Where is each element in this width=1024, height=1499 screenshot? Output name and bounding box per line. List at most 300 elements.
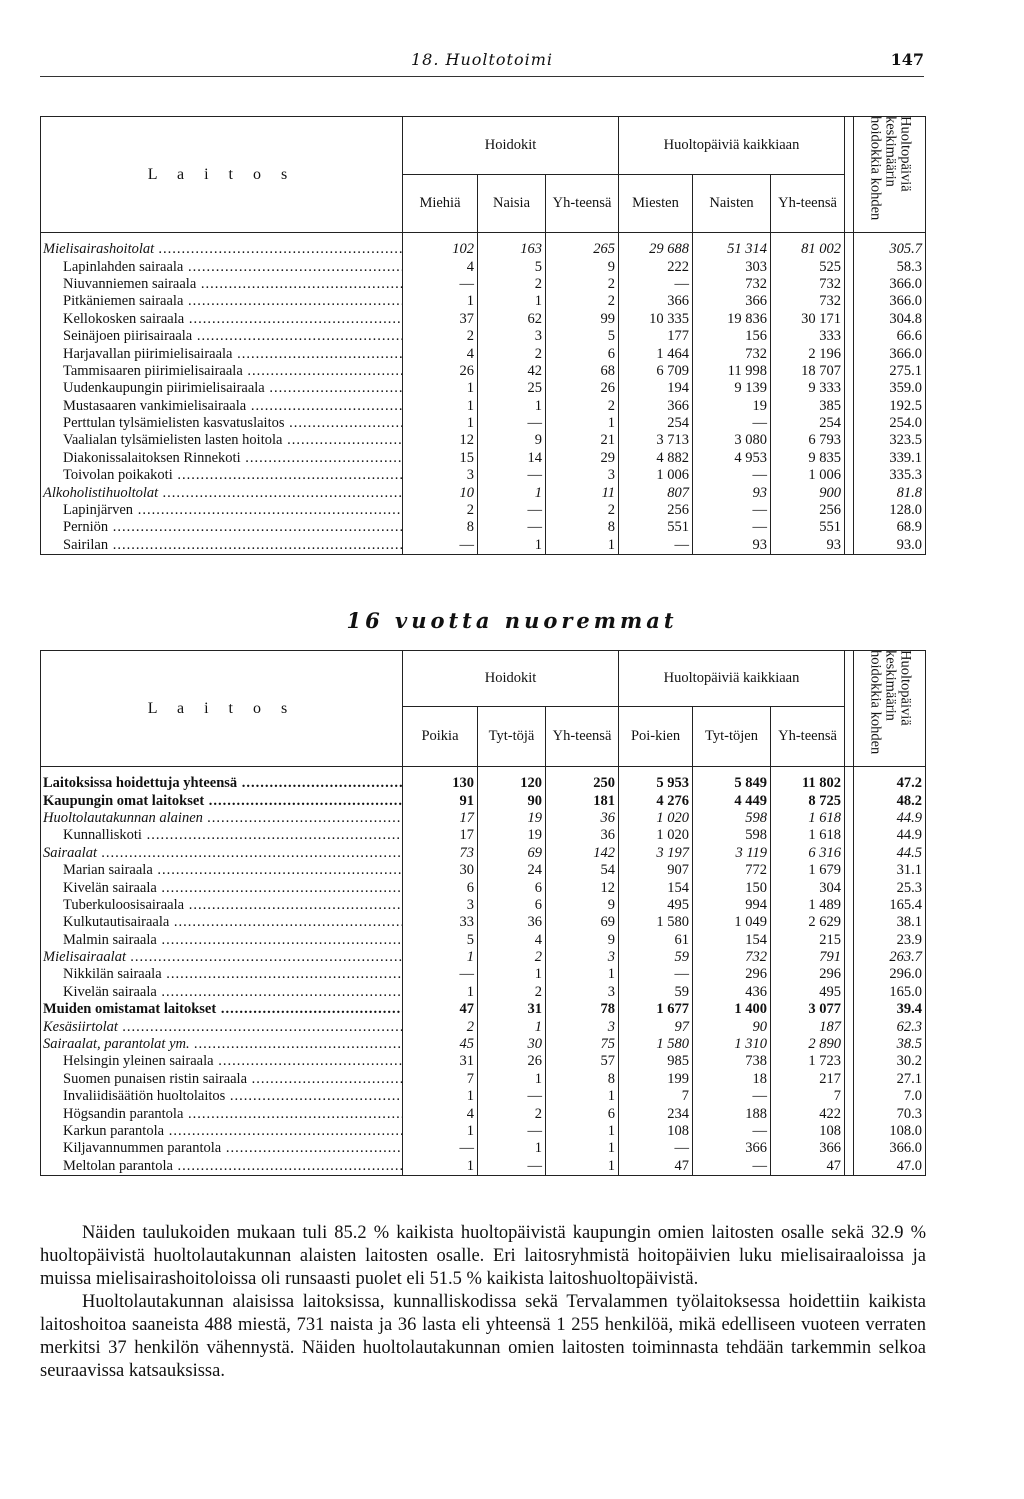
row-label: Seinäjoen piirisairaala ..... [41,328,403,345]
row-label: Malmin sairaala ..... [41,932,403,949]
value-cell: 30 171 [771,311,845,328]
value-cell: 732 [693,276,771,293]
value-cell: 3 713 [619,432,693,449]
table-row [41,932,926,949]
value-cell: 17 [403,827,478,844]
value-cell: 1 [403,949,478,966]
value-cell: 1 [546,1140,619,1157]
page-header [40,50,924,77]
avg-cell: 44.5 [854,845,926,862]
value-cell: 3 [546,949,619,966]
value-cell: 29 688 [619,233,693,259]
paragraph: Huoltolautakunnan alaisissa laitoksissa, kunnalliskodissa sekä Tervalammen työlaitoksessa hoidettiin kaikista laitoshoitoa saaneista 488 miestä, 731 naista ja 36 lasta eli yhteensä 1 255 henkilöä, mikä edelliseen vuoteen verraten merkitsi 37 henkilön vähennystä. Näiden huoltolautakunnan omien laitosten toiminnasta tehdään tarkemmin selkoa seuraavissa katsauksissa. [40,1292,926,1381]
value-cell: 9 [546,897,619,914]
value-cell: 250 [546,767,619,793]
value-cell: 2 [546,276,619,293]
col-header-miesten: Miesten [619,175,693,233]
spacer-cell [845,484,854,501]
row-label: Kellokosken sairaala ..... [41,311,403,328]
value-cell: 265 [546,233,619,259]
table-row [41,966,926,983]
value-cell: 6 [546,1105,619,1122]
table-row [41,537,926,555]
row-label: Karkun parantola ..... [41,1123,403,1140]
table-row [41,1036,926,1053]
value-cell: 177 [619,328,693,345]
table-row [41,1018,926,1035]
avg-cell: 165.4 [854,897,926,914]
value-cell: 30 [403,862,478,879]
value-cell: 9 139 [693,380,771,397]
value-cell: 303 [693,258,771,275]
body-text [40,1222,926,1383]
table-row [41,1140,926,1157]
value-cell: 36 [478,914,546,931]
value-cell: 31 [478,1001,546,1018]
value-cell: 1 020 [619,827,693,844]
col-header-avg: Huoltopäiviä keskimäärin hoidokkia kohden [854,117,926,233]
value-cell: 4 882 [619,450,693,467]
group-header-hoidokit: Hoidokit [403,651,619,707]
value-cell: 1 [403,1088,478,1105]
value-cell: 42 [478,363,546,380]
avg-cell: 254.0 [854,415,926,432]
value-cell: 2 [546,502,619,519]
value-cell: 199 [619,1071,693,1088]
value-cell: 5 [546,328,619,345]
value-cell: 2 [478,345,546,362]
page-number: 147 [890,50,924,69]
spacer-cell [845,398,854,415]
col-header-yhteensa: Yh-teensä [546,707,619,767]
value-cell: 45 [403,1036,478,1053]
value-cell: 985 [619,1053,693,1070]
value-cell: 47 [771,1158,845,1176]
value-cell: 108 [619,1123,693,1140]
value-cell: 163 [478,233,546,259]
value-cell: 2 [546,398,619,415]
table-row [41,345,926,362]
value-cell: 4 [403,345,478,362]
spacer-cell [845,767,854,793]
row-label: Kiljavannummen parantola ..... [41,1140,403,1157]
avg-cell: 192.5 [854,398,926,415]
value-cell: 37 [403,311,478,328]
value-cell: 2 890 [771,1036,845,1053]
value-cell: 90 [693,1018,771,1035]
value-cell: 732 [693,345,771,362]
value-cell: 807 [619,484,693,501]
value-cell: 68 [546,363,619,380]
value-cell: 7 [403,1071,478,1088]
value-cell: 732 [693,949,771,966]
spacer-cell [845,293,854,310]
avg-cell: 335.3 [854,467,926,484]
spacer-cell [845,1036,854,1053]
table-row [41,1105,926,1122]
group-header-huoltopaivia: Huoltopäiviä kaikkiaan [619,117,845,175]
table-row [41,311,926,328]
table-row [41,1088,926,1105]
table-row [41,1158,926,1176]
table-row [41,827,926,844]
row-label: Toivolan poikakoti ..... [41,467,403,484]
value-cell: 6 [546,345,619,362]
value-cell: 154 [619,879,693,896]
value-cell: — [619,537,693,555]
value-cell: 108 [771,1123,845,1140]
avg-cell: 66.6 [854,328,926,345]
value-cell: 366 [771,1140,845,1157]
value-cell: 1 006 [619,467,693,484]
value-cell: 1 [546,1088,619,1105]
avg-cell: 47.2 [854,767,926,793]
value-cell: — [478,1088,546,1105]
avg-cell: 58.3 [854,258,926,275]
table-row [41,398,926,415]
value-cell: 59 [619,949,693,966]
col-header-miehia: Miehiä [403,175,478,233]
value-cell: 3 [403,467,478,484]
spacer-cell [845,345,854,362]
value-cell: 1 [403,984,478,1001]
table-row [41,467,926,484]
value-cell: — [693,1158,771,1176]
value-cell: 6 709 [619,363,693,380]
table-row [41,845,926,862]
value-cell: 10 [403,484,478,501]
value-cell: 17 [403,810,478,827]
value-cell: 7 [771,1088,845,1105]
row-label: Sairaalat ..... [41,845,403,862]
spacer-cell [845,467,854,484]
table-row [41,862,926,879]
spacer-cell [845,949,854,966]
value-cell: 1 580 [619,914,693,931]
value-cell: 2 [478,1105,546,1122]
row-label: Diakonissalaitoksen Rinnekoti ..... [41,450,403,467]
value-cell: 62 [478,311,546,328]
value-cell: 69 [478,845,546,862]
spacer-cell [845,966,854,983]
value-cell: 6 316 [771,845,845,862]
avg-cell: 70.3 [854,1105,926,1122]
value-cell: 3 [546,467,619,484]
avg-cell: 296.0 [854,966,926,983]
value-cell: 15 [403,450,478,467]
value-cell: 304 [771,879,845,896]
value-cell: — [693,502,771,519]
avg-cell: 275.1 [854,363,926,380]
value-cell: — [478,519,546,536]
value-cell: 3 077 [771,1001,845,1018]
table-row [41,276,926,293]
value-cell: 1 679 [771,862,845,879]
value-cell: 26 [478,1053,546,1070]
value-cell: 1 [478,537,546,555]
row-label: Marian sairaala ..... [41,862,403,879]
spacer-cell [845,311,854,328]
value-cell: 1 [478,484,546,501]
table-row [41,1071,926,1088]
value-cell: 93 [693,484,771,501]
value-cell: 4 [403,258,478,275]
value-cell: 3 [403,897,478,914]
spacer-cell [845,879,854,896]
value-cell: 598 [693,827,771,844]
spacer-cell [845,1018,854,1035]
value-cell: 1 723 [771,1053,845,1070]
value-cell: 1 [546,966,619,983]
avg-cell: 93.0 [854,537,926,555]
value-cell: 1 [403,1123,478,1140]
value-cell: 75 [546,1036,619,1053]
value-cell: 3 [546,1018,619,1035]
value-cell: 4 [478,932,546,949]
table-row [41,810,926,827]
col-header-laitos: L a i t o s [41,117,403,233]
value-cell: 1 489 [771,897,845,914]
value-cell: 9 [546,932,619,949]
table-row [41,380,926,397]
value-cell: 4 449 [693,792,771,809]
value-cell: 4 953 [693,450,771,467]
row-label: Kaupungin omat laitokset ..... [41,792,403,809]
value-cell: 772 [693,862,771,879]
avg-cell: 81.8 [854,484,926,501]
spacer-cell [845,432,854,449]
value-cell: 366 [693,293,771,310]
value-cell: 791 [771,949,845,966]
avg-cell: 30.2 [854,1053,926,1070]
value-cell: 525 [771,258,845,275]
value-cell: 1 [403,415,478,432]
value-cell: 436 [693,984,771,1001]
value-cell: — [693,467,771,484]
value-cell: 2 [403,1018,478,1035]
table-row [41,914,926,931]
section-subtitle: 16 vuotta nuoremmat [346,608,678,633]
value-cell: — [403,966,478,983]
value-cell: 78 [546,1001,619,1018]
value-cell: 2 [546,293,619,310]
avg-cell: 68.9 [854,519,926,536]
avg-cell: 62.3 [854,1018,926,1035]
value-cell: 2 [478,276,546,293]
value-cell: 18 [693,1071,771,1088]
table-row [41,484,926,501]
value-cell: 551 [771,519,845,536]
table-row [41,879,926,896]
value-cell: 1 618 [771,827,845,844]
value-cell: 19 836 [693,311,771,328]
paragraph: Näiden taulukoiden mukaan tuli 85.2 % kaikista huoltopäivistä kaupungin omien laitosten osalle sekä 32.9 % huoltopäivistä huoltolautakunnan alaisten laitosten osalle. Eri laitosryhmistä hoitopäivien luku mielisairaaloissa ja muissa mielisairashoitoloissa oli runsaasti puolet eli 51.5 % kaikista laitoshuoltopäivistä. [40,1223,926,1289]
avg-cell: 39.4 [854,1001,926,1018]
group-header-hoidokit: Hoidokit [403,117,619,175]
value-cell: 2 [478,984,546,1001]
header-spacer [845,117,854,233]
avg-cell: 38.1 [854,914,926,931]
value-cell: 1 [403,293,478,310]
value-cell: 9 333 [771,380,845,397]
value-cell: 19 [693,398,771,415]
table-row [41,897,926,914]
table-adults [40,116,926,555]
row-label: Invaliidisäätiön huoltolaitos ..... [41,1088,403,1105]
value-cell: 8 725 [771,792,845,809]
avg-cell: 366.0 [854,276,926,293]
spacer-cell [845,810,854,827]
spacer-cell [845,415,854,432]
value-cell: 254 [771,415,845,432]
value-cell: 91 [403,792,478,809]
value-cell: 6 [478,879,546,896]
value-cell: 36 [546,810,619,827]
value-cell: 9 [478,432,546,449]
spacer-cell [845,914,854,931]
table-row [41,1053,926,1070]
col-header-naisia: Naisia [478,175,546,233]
value-cell: 93 [771,537,845,555]
table-row [41,984,926,1001]
value-cell: 130 [403,767,478,793]
value-cell: 1 464 [619,345,693,362]
value-cell: 1 020 [619,810,693,827]
value-cell: 99 [546,311,619,328]
row-label: Alkoholistihuoltolat ..... [41,484,403,501]
avg-cell: 38.5 [854,1036,926,1053]
row-label: Niuvanniemen sairaala ..... [41,276,403,293]
spacer-cell [845,450,854,467]
header-spacer [845,651,854,767]
avg-cell: 366.0 [854,345,926,362]
value-cell: 598 [693,810,771,827]
value-cell: 900 [771,484,845,501]
value-cell: 2 [403,328,478,345]
value-cell: — [403,1140,478,1157]
value-cell: — [619,276,693,293]
spacer-cell [845,1088,854,1105]
row-label: Helsingin yleinen sairaala ..... [41,1053,403,1070]
value-cell: 1 618 [771,810,845,827]
value-cell: 366 [619,293,693,310]
value-cell: 551 [619,519,693,536]
value-cell: 12 [403,432,478,449]
avg-cell: 366.0 [854,1140,926,1157]
row-label: Harjavallan piirimielisairaala ..... [41,345,403,362]
value-cell: 30 [478,1036,546,1053]
avg-cell: 23.9 [854,932,926,949]
table-children [40,650,926,1176]
avg-cell: 44.9 [854,810,926,827]
value-cell: — [693,1123,771,1140]
value-cell: 1 [403,380,478,397]
avg-cell: 25.3 [854,879,926,896]
table-row [41,502,926,519]
avg-cell: 7.0 [854,1088,926,1105]
col-header-avg: Huoltopäiviä keskimäärin hoidokkia kohden [854,651,926,767]
value-cell: — [478,1123,546,1140]
value-cell: 11 802 [771,767,845,793]
value-cell: 4 [403,1105,478,1122]
row-label: Sairilan ..... [41,537,403,555]
value-cell: 2 [403,502,478,519]
avg-cell: 165.0 [854,984,926,1001]
avg-cell: 366.0 [854,293,926,310]
value-cell: 156 [693,328,771,345]
value-cell: 3 [478,328,546,345]
col-header-poikien: Poi-kien [619,707,693,767]
value-cell: 1 [546,1123,619,1140]
row-label: Pitkäniemen sairaala ..... [41,293,403,310]
row-label: Kesäsiirtolat ..... [41,1018,403,1035]
value-cell: — [478,467,546,484]
value-cell: 154 [693,932,771,949]
value-cell: 234 [619,1105,693,1122]
row-label: Nikkilän sairaala ..... [41,966,403,983]
table-row [41,949,926,966]
value-cell: 142 [546,845,619,862]
table-row [41,363,926,380]
avg-cell: 263.7 [854,949,926,966]
spacer-cell [845,258,854,275]
table-row [41,1123,926,1140]
row-label: Sairaalat, parantolat ym. ..... [41,1036,403,1053]
value-cell: 1 [478,293,546,310]
value-cell: 1 [546,537,619,555]
value-cell: 1 [546,415,619,432]
avg-cell: 128.0 [854,502,926,519]
value-cell: 4 276 [619,792,693,809]
value-cell: 296 [693,966,771,983]
value-cell: 5 849 [693,767,771,793]
value-cell: 194 [619,380,693,397]
spacer-cell [845,897,854,914]
group-header-huoltopaivia: Huoltopäiviä kaikkiaan [619,651,845,707]
value-cell: 31 [403,1053,478,1070]
avg-cell: 48.2 [854,792,926,809]
value-cell: 73 [403,845,478,862]
value-cell: — [693,1088,771,1105]
value-cell: 9 [546,258,619,275]
row-label: Tuberkuloosisairaala ..... [41,897,403,914]
value-cell: — [478,502,546,519]
avg-cell: 47.0 [854,1158,926,1176]
value-cell: 36 [546,827,619,844]
value-cell: 181 [546,792,619,809]
value-cell: 150 [693,879,771,896]
value-cell: 1 [478,1140,546,1157]
value-cell: 10 335 [619,311,693,328]
spacer-cell [845,862,854,879]
spacer-cell [845,1071,854,1088]
spacer-cell [845,1053,854,1070]
value-cell: 24 [478,862,546,879]
value-cell: 81 002 [771,233,845,259]
value-cell: 97 [619,1018,693,1035]
avg-cell: 359.0 [854,380,926,397]
value-cell: 3 [546,984,619,1001]
value-cell: 732 [771,293,845,310]
value-cell: — [619,1140,693,1157]
col-header-yhteensa: Yh-teensä [771,707,845,767]
row-label: Perttulan tylsämielisten kasvatuslaitos ..... [41,415,403,432]
value-cell: 215 [771,932,845,949]
col-header-tyttoja: Tyt-töjä [478,707,546,767]
value-cell: 256 [771,502,845,519]
table-row [41,233,926,259]
table-row [41,293,926,310]
